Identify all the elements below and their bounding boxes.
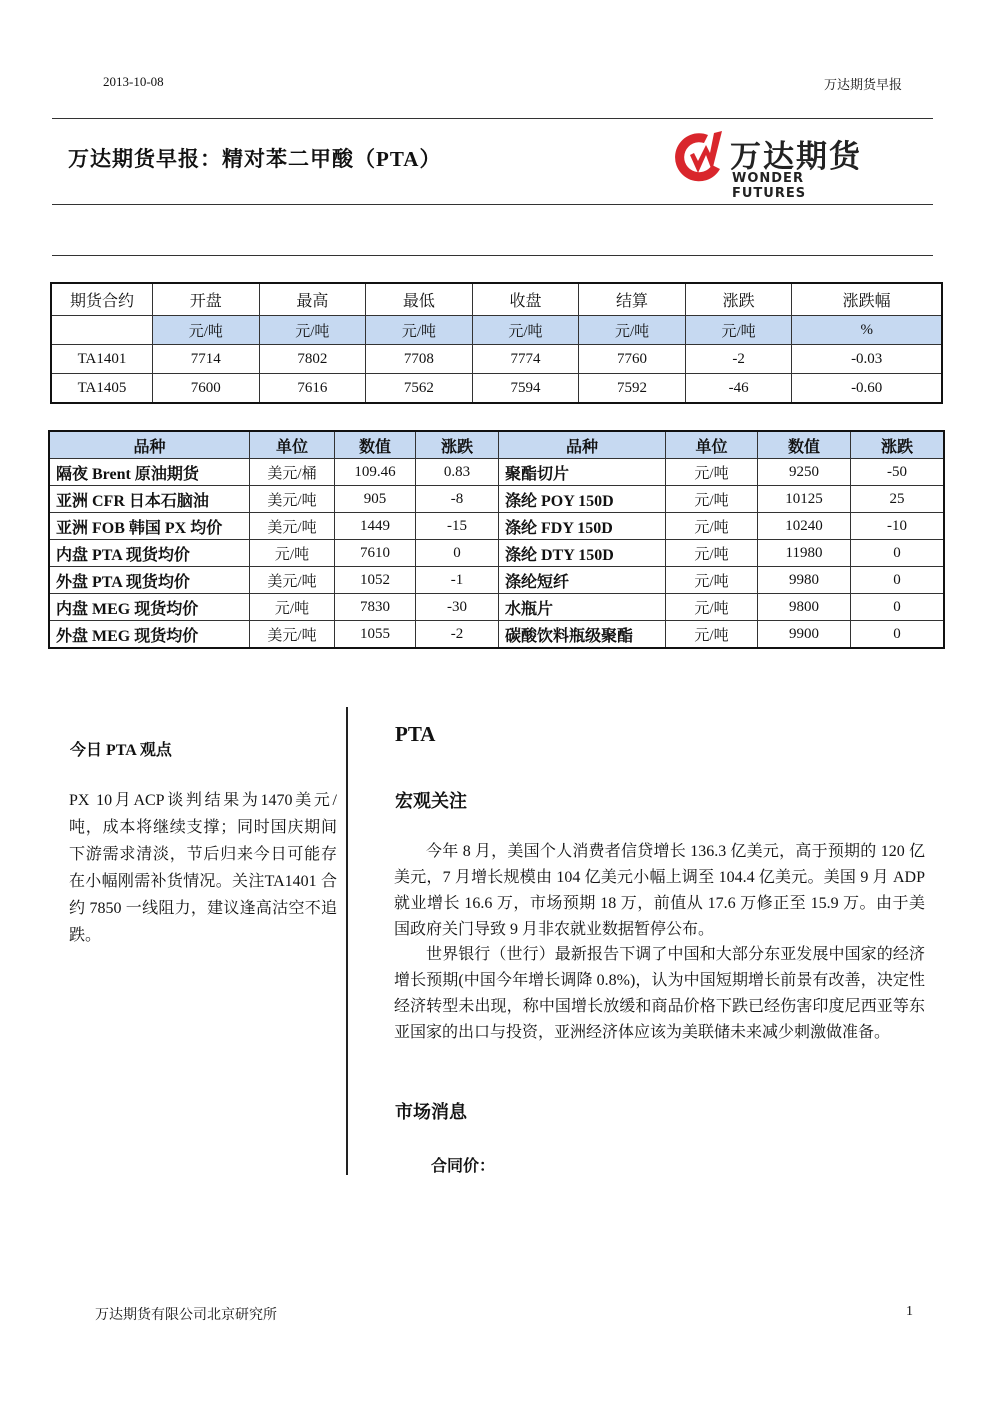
futures-unit-cell: % [792, 316, 942, 345]
futures-header-cell: 最高 [259, 283, 366, 316]
spot-cell: 元/吨 [666, 513, 758, 540]
spot-cell: 0.83 [416, 459, 499, 486]
spot-cell: 0 [851, 540, 945, 567]
report-date: 2013-10-08 [103, 74, 164, 89]
spot-cell: 碳酸饮料瓶级聚酯 [499, 621, 666, 649]
spot-cell: 内盘 PTA 现货均价 [49, 540, 250, 567]
futures-cell: 7594 [472, 374, 579, 404]
spot-cell: 9800 [758, 594, 851, 621]
spot-cell: 隔夜 Brent 原油期货 [49, 459, 250, 486]
futures-unit-cell: 元/吨 [579, 316, 686, 345]
spot-row [49, 459, 944, 486]
spot-cell: -8 [416, 486, 499, 513]
spot-cell: 10125 [758, 486, 851, 513]
futures-unit-cell: 元/吨 [366, 316, 473, 345]
spot-cell: 0 [851, 621, 945, 649]
spot-cell: 涤纶 POY 150D [499, 486, 666, 513]
spot-header-cell: 品种 [49, 431, 250, 459]
futures-cell: 7760 [579, 345, 686, 374]
futures-row [51, 374, 942, 404]
footer-company: 万达期货有限公司北京研究所 [95, 1308, 277, 1323]
spot-cell: 9250 [758, 459, 851, 486]
spot-row [49, 486, 944, 513]
futures-cell: -0.03 [792, 345, 942, 374]
futures-header-cell: 最低 [366, 283, 473, 316]
futures-unit-cell: 元/吨 [685, 316, 792, 345]
spot-cell: 涤纶 DTY 150D [499, 540, 666, 567]
sidebar-text: PX 10月ACP谈判结果为1470美元/吨，成本将继续支撑；同时国庆期间下游需求清淡，节后归来今日可能存在小幅刚需补货情况。关注TA1401 合约 7850 一线阻力，建议逢高沽空不追跌。 [69, 792, 337, 944]
spot-header-cell: 品种 [499, 431, 666, 459]
futures-unit-row [51, 316, 942, 345]
sidebar-heading: 今日 PTA 观点 [70, 742, 172, 759]
spot-row [49, 594, 944, 621]
spot-cell: 7830 [335, 594, 416, 621]
contract-label: 合同价： [431, 1158, 496, 1175]
logo-en-text: WONDER FUTURES [732, 171, 807, 201]
futures-cell: 7774 [472, 345, 579, 374]
spot-cell: 25 [851, 486, 945, 513]
spot-cell: 0 [416, 540, 499, 567]
futures-header-cell: 涨跌幅 [792, 283, 942, 316]
futures-header-row [51, 283, 942, 316]
futures-cell: 7592 [579, 374, 686, 404]
spot-cell: -50 [851, 459, 945, 486]
spot-cell: 元/吨 [250, 540, 335, 567]
spot-cell: 外盘 PTA 现货均价 [49, 567, 250, 594]
spot-cell: 元/吨 [666, 594, 758, 621]
spot-cell: 外盘 MEG 现货均价 [49, 621, 250, 649]
spot-cell: -1 [416, 567, 499, 594]
spot-row [49, 540, 944, 567]
futures-cell: TA1401 [51, 345, 153, 374]
spot-cell: 109.46 [335, 459, 416, 486]
spot-header-cell: 涨跌 [851, 431, 945, 459]
spot-cell: 0 [851, 594, 945, 621]
futures-header-cell: 开盘 [153, 283, 260, 316]
page-number: 1 [906, 1304, 913, 1319]
title-rule [52, 204, 933, 205]
futures-unit-cell [51, 316, 153, 345]
spot-header-cell: 数值 [758, 431, 851, 459]
spot-cell: 1449 [335, 513, 416, 540]
spot-cell: -30 [416, 594, 499, 621]
spot-header-row [49, 431, 944, 459]
spot-cell: 水瓶片 [499, 594, 666, 621]
futures-cell: 7802 [259, 345, 366, 374]
section-rule [52, 255, 933, 256]
futures-header-cell: 期货合约 [51, 283, 153, 316]
spot-cell: 亚洲 CFR 日本石脑油 [49, 486, 250, 513]
spot-cell: 亚洲 FOB 韩国 PX 均价 [49, 513, 250, 540]
futures-cell: -0.60 [792, 374, 942, 404]
futures-cell: TA1405 [51, 374, 153, 404]
page-title: 万达期货早报：精对苯二甲酸（PTA） [68, 147, 442, 171]
spot-cell: 元/吨 [666, 540, 758, 567]
spot-cell: 元/吨 [250, 594, 335, 621]
spot-cell: 美元/吨 [250, 567, 335, 594]
spot-cell: 9980 [758, 567, 851, 594]
spot-cell: -2 [416, 621, 499, 649]
futures-cell: 7616 [259, 374, 366, 404]
macro-heading: 宏观关注 [395, 791, 467, 811]
spot-price-table [48, 430, 945, 649]
futures-header-cell: 涨跌 [685, 283, 792, 316]
spot-cell: 10240 [758, 513, 851, 540]
spot-cell: 元/吨 [666, 486, 758, 513]
spot-header-cell: 数值 [335, 431, 416, 459]
futures-unit-cell: 元/吨 [472, 316, 579, 345]
header-title: 万达期货早报 [823, 77, 902, 92]
spot-row [49, 621, 944, 649]
futures-table [50, 282, 943, 404]
spot-header-cell: 单位 [666, 431, 758, 459]
futures-cell: 7708 [366, 345, 473, 374]
spot-cell: 0 [851, 567, 945, 594]
spot-cell: 7610 [335, 540, 416, 567]
futures-cell: 7600 [153, 374, 260, 404]
spot-cell: 美元/吨 [250, 513, 335, 540]
spot-cell: 内盘 MEG 现货均价 [49, 594, 250, 621]
spot-cell: 905 [335, 486, 416, 513]
column-divider [346, 707, 348, 1175]
spot-cell: 元/吨 [666, 621, 758, 649]
spot-cell: 涤纶短纤 [499, 567, 666, 594]
spot-cell: 1052 [335, 567, 416, 594]
futures-row [51, 345, 942, 374]
spot-cell: 美元/吨 [250, 486, 335, 513]
spot-cell: 美元/桶 [250, 459, 335, 486]
spot-cell: 元/吨 [666, 459, 758, 486]
logo-cn-text: 万达期货 [730, 139, 862, 175]
futures-cell: -2 [685, 345, 792, 374]
spot-cell: 11980 [758, 540, 851, 567]
futures-header-cell: 结算 [579, 283, 686, 316]
futures-cell: -46 [685, 374, 792, 404]
spot-row [49, 513, 944, 540]
spot-cell: -15 [416, 513, 499, 540]
macro-paragraph-2-text: 世界银行（世行）最新报告下调了中国和大部分东亚发展中国家的经济增长预期(中国今年增长调降 0.8%)，认为中国短期增长前景有改善，决定性经济转型未出现，称中国增长放缓和商品价格下跌已经伤害印度尼西亚等东亚国家的出口与投资，亚洲经济体应该为美联储未来减少刺激做准备。 [394, 946, 925, 1041]
spot-cell: 聚酯切片 [499, 459, 666, 486]
spot-header-cell: 单位 [250, 431, 335, 459]
macro-paragraph-2 [394, 942, 925, 1046]
macro-paragraph-1-text: 今年 8 月，美国个人消费者信贷增长 136.3 亿美元，高于预期的 120 亿美元，7 月增长规模由 104 亿美元小幅上调至 104.4 亿美元。美国 9 月 ADP 就业增长 16.6 万，市场预期 18 万，前值从 17.6 万修正至 15.9 万。由于美国政府关门导致 9 月非农就业数据暂停公布。 [394, 843, 925, 938]
spot-row [49, 567, 944, 594]
spot-cell: 1055 [335, 621, 416, 649]
futures-header-cell: 收盘 [472, 283, 579, 316]
spot-cell: 元/吨 [666, 567, 758, 594]
spot-cell: -10 [851, 513, 945, 540]
spot-header-cell: 涨跌 [416, 431, 499, 459]
spot-cell: 9900 [758, 621, 851, 649]
futures-unit-cell: 元/吨 [153, 316, 260, 345]
header-rule [52, 118, 933, 119]
spot-cell: 涤纶 FDY 150D [499, 513, 666, 540]
main-heading: PTA [395, 722, 436, 746]
futures-cell: 7714 [153, 345, 260, 374]
macro-paragraph-1 [394, 839, 925, 943]
company-logo [668, 125, 883, 201]
futures-cell: 7562 [366, 374, 473, 404]
futures-unit-cell: 元/吨 [259, 316, 366, 345]
market-heading: 市场消息 [395, 1102, 467, 1122]
spot-cell: 美元/吨 [250, 621, 335, 649]
logo-mark-icon [668, 125, 730, 191]
